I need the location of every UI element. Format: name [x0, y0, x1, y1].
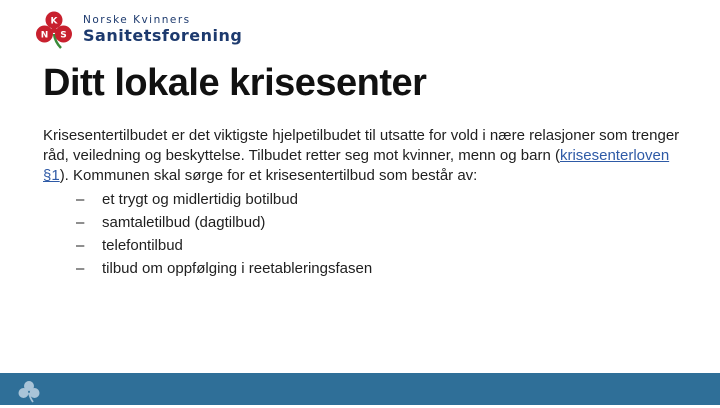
list-item-text: samtaletilbud (dagtilbud)	[102, 214, 266, 231]
list-item	[76, 234, 693, 257]
nks-logo	[34, 10, 242, 50]
intro-paragraph	[43, 126, 693, 186]
slide-body	[43, 126, 693, 280]
logo-letter-s: S	[60, 30, 67, 41]
krisesenterloven-link[interactable]: krisesenterloven §1	[43, 147, 670, 184]
list-item	[76, 188, 693, 211]
dash-bullet: –	[76, 260, 85, 277]
service-list	[43, 188, 693, 280]
logo-letter-n: N	[40, 30, 49, 41]
list-item	[76, 211, 693, 234]
slide-title: Ditt lokale krisesenter	[43, 62, 427, 104]
paragraph-text-after-link: ). Kommunen skal sørge for et krisesentertilbud som består av:	[59, 167, 478, 184]
logo-wordmark	[83, 14, 242, 46]
dash-bullet: –	[76, 191, 85, 208]
dash-bullet: –	[76, 237, 85, 254]
list-item-text: tilbud om oppfølging i reetableringsfasen	[102, 260, 373, 277]
list-item-text: et trygt og midlertidig botilbud	[102, 191, 298, 208]
paragraph-text-before-link: Krisesentertilbudet er det viktigste hjelpetilbudet til utsatte for vold i nære relasjoner som trenger råd, veiledning og beskyttelse. Tilbudet retter seg mot kvinner, menn og barn (	[43, 127, 680, 164]
list-item	[76, 257, 693, 280]
shamrock-logo-icon	[34, 10, 74, 50]
list-item-text: telefontilbud	[102, 237, 183, 254]
footer-bar	[0, 373, 720, 405]
shamrock-footer-icon	[17, 379, 41, 403]
logo-big-text: Sanitetsforening	[83, 26, 243, 45]
logo-letter-k: K	[50, 16, 58, 27]
dash-bullet: –	[76, 214, 85, 231]
logo-small-text: Norske Kvinners	[83, 14, 191, 26]
